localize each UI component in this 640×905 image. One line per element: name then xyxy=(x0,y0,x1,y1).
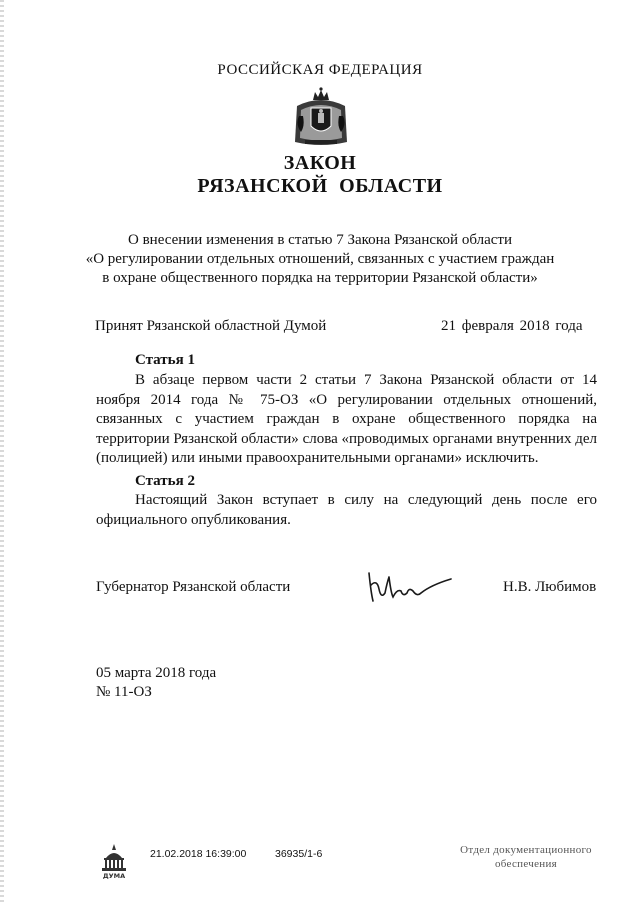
law-title-line2: РЯЗАНСКОЙ ОБЛАСТИ xyxy=(197,175,443,197)
country-heading: РОССИЙСКАЯ ФЕДЕРАЦИЯ xyxy=(217,62,423,78)
subject-line1: О внесении изменения в статью 7 Закона Рязанской области xyxy=(128,232,512,248)
signer-title: Губернатор Рязанской области xyxy=(96,579,291,595)
registration-datetime: 21.02.2018 16:39:00 xyxy=(150,848,247,860)
article-1-text: В абзаце первом части 2 статьи 7 Закона Рязанской области от 14 ноября 2014 года № 75-ОЗ «О регулировании отдельных отношений, связанных с участием граждан в охране общественного порядка на территории Рязанской области» слова «проводимых органами внутренних дел (полицией) или иными правоохранительными органами» исключить. xyxy=(96,372,597,466)
signing-info xyxy=(96,664,216,702)
law-title xyxy=(0,152,640,198)
law-title-line1: ЗАКОН xyxy=(283,152,357,174)
logo-text: ДУМА xyxy=(102,872,126,880)
subject-line3: в охране общественного порядка на территории Рязанской области» xyxy=(102,270,538,286)
law-number: № 11-ОЗ xyxy=(96,684,152,700)
dept-line1: Отдел документационного xyxy=(460,844,592,856)
handwritten-signature xyxy=(365,563,455,608)
ryazan-coat-of-arms-icon xyxy=(291,86,351,148)
registration-code: 36935/1-6 xyxy=(275,848,323,860)
signer-name: Н.В. Любимов xyxy=(503,579,597,595)
scan-edge xyxy=(0,0,4,905)
subject-line2: «О регулировании отдельных отношений, связанных с участием граждан xyxy=(85,251,555,267)
article-2-text: Настоящий Закон вступает в силу на следующий день после его официального опубликования. xyxy=(96,492,597,528)
department-stamp xyxy=(446,843,606,871)
article-2-heading: Статья 2 xyxy=(135,473,195,489)
adoption-date: 21 февраля 2018 года xyxy=(441,318,583,334)
duma-building-icon xyxy=(100,842,128,880)
dept-line2: обеспечения xyxy=(494,858,558,870)
adoption-body: Принят Рязанской областной Думой xyxy=(95,318,327,334)
signing-date: 05 марта 2018 года xyxy=(96,665,217,681)
law-subject xyxy=(60,231,580,288)
article-1-heading: Статья 1 xyxy=(135,352,195,368)
